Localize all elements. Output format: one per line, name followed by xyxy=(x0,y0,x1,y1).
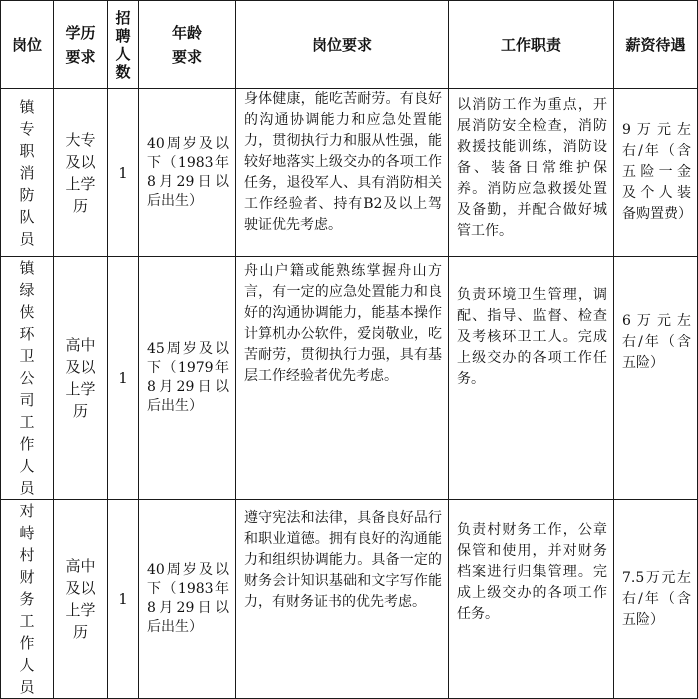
header-row xyxy=(1,1,698,89)
cell-duties: 负责环境卫生管理，调配、指导、监督、检查及考核环卫工人。完成上级交办的各项工作任务。 xyxy=(449,257,614,500)
table-row xyxy=(1,500,698,699)
cell-position: 镇绿侠环卫公司工作人员 xyxy=(1,257,54,500)
cell-salary: 9万元左右/年（含五险一金及个人装备购置费） xyxy=(614,89,698,257)
table-row xyxy=(1,257,698,500)
header-age: 年龄要求 xyxy=(139,1,236,89)
cell-salary: 6万元左右/年（含五险） xyxy=(614,257,698,500)
header-recruit-count: 招聘人数 xyxy=(108,1,139,89)
header-position: 岗位 xyxy=(1,1,54,89)
cell-duties: 负责村财务工作，公章保管和使用，并对财务档案进行归集管理。完成上级交办的各项工作任务。 xyxy=(449,500,614,699)
cell-salary: 7.5万元左右/年（含五险） xyxy=(614,500,698,699)
cell-position: 镇专职消防队员 xyxy=(1,89,54,257)
table-row xyxy=(1,89,698,257)
cell-age: 40周岁及以下（1983年8月29日以后出生） xyxy=(139,500,236,699)
header-requirements: 岗位要求 xyxy=(236,1,449,89)
cell-duties: 以消防工作为重点，开展消防安全检查，消防救援技能训练，消防设备、装备日常维护保养。消防应急救援处置及备勤，并配合做好城管工作。 xyxy=(449,89,614,257)
header-education: 学历要求 xyxy=(54,1,108,89)
cell-age: 45周岁及以下（1979年8月29日以后出生） xyxy=(139,257,236,500)
cell-age: 40周岁及以下（1983年8月29日以后出生） xyxy=(139,89,236,257)
cell-count: 1 xyxy=(108,257,139,500)
cell-education: 大专及以上学历 xyxy=(54,89,108,257)
header-salary: 薪资待遇 xyxy=(614,1,698,89)
cell-education: 高中及以上学历 xyxy=(54,500,108,699)
cell-requirements: 舟山户籍或能熟练掌握舟山方言，有一定的应急处置能力和良好的沟通协调能力，能基本操作计算机办公软件，爱岗敬业，吃苦耐劳，贯彻执行力强，具有基层工作经验者优先考虑。 xyxy=(236,257,449,500)
cell-count: 1 xyxy=(108,500,139,699)
header-duties: 工作职责 xyxy=(449,1,614,89)
cell-count: 1 xyxy=(108,89,139,257)
cell-requirements: 遵守宪法和法律，具备良好品行和职业道德。拥有良好的沟通能力和组织协调能力。具备一定的财务会计知识基础和文字写作能力，有财务证书的优先考虑。 xyxy=(236,500,449,699)
cell-education: 高中及以上学历 xyxy=(54,257,108,500)
cell-requirements: 身体健康，能吃苦耐劳。有良好的沟通协调能力和应急处置能力，贯彻执行力和服从性强，能较好地落实上级交办的各项工作任务，退役军人、具有消防相关工作经验者、持有B2及以上驾驶证优先考虑。 xyxy=(236,89,449,257)
cell-position: 对峙村财务工作人员 xyxy=(1,500,54,699)
